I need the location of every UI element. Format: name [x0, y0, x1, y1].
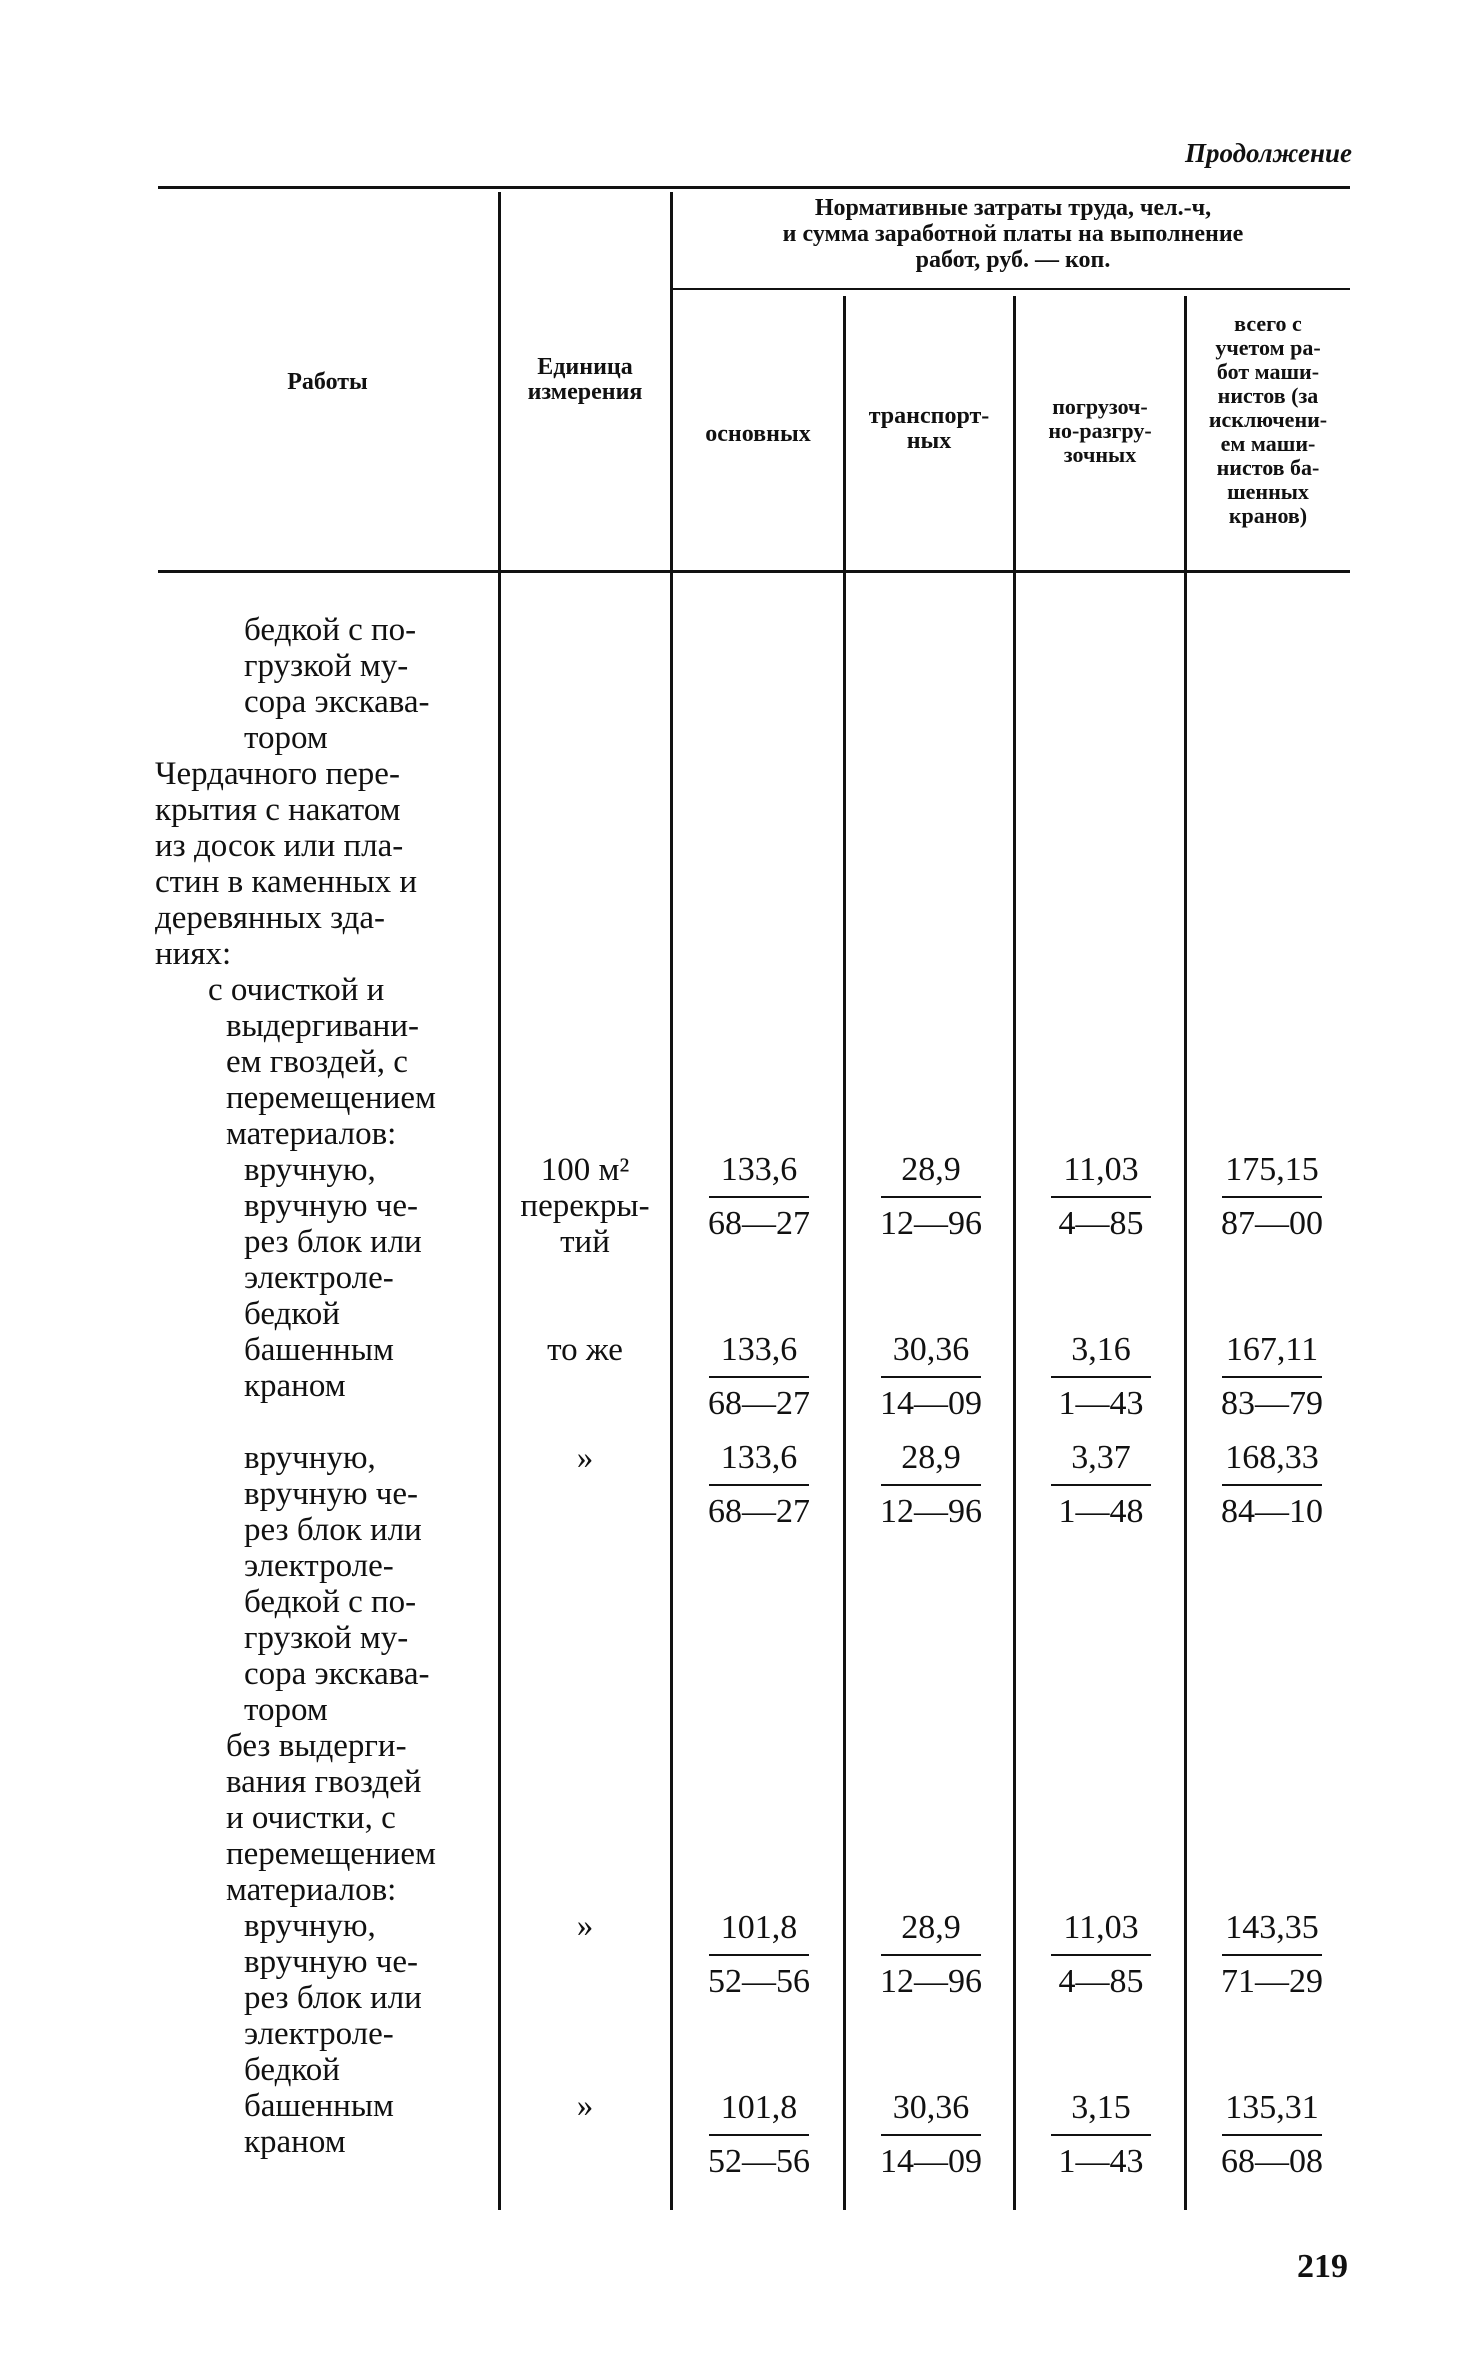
value-total — [1187, 1438, 1357, 1534]
header-loading-line-3: зочных — [1063, 442, 1137, 467]
header-total-line-7: нистов ба- — [1216, 455, 1320, 480]
wage: 52—56 — [708, 1963, 810, 2000]
continuation-label: Продолжение — [1184, 138, 1352, 168]
unit-cell: » — [576, 1440, 594, 1476]
unit-cell: тий — [560, 1224, 610, 1260]
work-line: вручную, — [244, 1908, 376, 1944]
wage: 71—29 — [1221, 1963, 1323, 2000]
fraction-bar — [1222, 2134, 1322, 2136]
header-main: основных — [705, 421, 811, 447]
work-line: бедкой — [244, 1296, 340, 1332]
column-divider-1 — [498, 192, 501, 2210]
work-line: сора экскава- — [244, 1656, 430, 1692]
value-loading — [1016, 1150, 1186, 1246]
work-line: перемещением — [226, 1080, 436, 1116]
value-transport — [846, 1908, 1016, 2004]
header-group-line-3: работ, руб. — коп. — [915, 247, 1111, 273]
work-line: электроле- — [244, 1548, 394, 1584]
wage: 83—79 — [1221, 1385, 1323, 1422]
fraction-bar — [1051, 1376, 1151, 1378]
wage: 4—85 — [1058, 1205, 1144, 1242]
labor-hours: 175,15 — [1225, 1151, 1319, 1188]
fraction-bar — [709, 2134, 809, 2136]
header-unit-line-1: Единица — [537, 354, 633, 380]
value-loading — [1016, 1908, 1186, 2004]
fraction-bar — [1222, 1954, 1322, 1956]
labor-hours: 133,6 — [720, 1331, 798, 1368]
work-line: бедкой с по- — [244, 612, 417, 648]
fraction-bar — [1051, 1954, 1151, 1956]
work-line: материалов: — [226, 1116, 397, 1152]
work-line: сора экскава- — [244, 684, 430, 720]
labor-hours: 11,03 — [1063, 1909, 1139, 1946]
work-line: вручную, — [244, 1440, 376, 1476]
header-loading-line-1: погрузоч- — [1052, 394, 1148, 419]
header-total-line-6: ем маши- — [1220, 431, 1316, 456]
unit-cell: » — [576, 1908, 594, 1944]
work-line: ниях: — [155, 936, 232, 972]
group-header-rule — [673, 288, 1350, 290]
work-line: башенным — [244, 1332, 394, 1368]
page-number: 219 — [1297, 2248, 1348, 2285]
header-unit-line-2: измерения — [527, 379, 643, 405]
labor-hours: 28,9 — [901, 1909, 961, 1946]
wage: 84—10 — [1221, 1493, 1323, 1530]
work-line: электроле- — [244, 2016, 394, 2052]
value-main — [674, 1330, 844, 1426]
fraction-bar — [709, 1196, 809, 1198]
work-line: вручную че- — [244, 1944, 419, 1980]
wage: 68—27 — [708, 1205, 810, 1242]
fraction-bar — [709, 1954, 809, 1956]
wage: 14—09 — [880, 2143, 982, 2180]
labor-hours: 101,8 — [720, 2089, 798, 2126]
work-line: материалов: — [226, 1872, 397, 1908]
value-main — [674, 1150, 844, 1246]
fraction-bar — [1222, 1196, 1322, 1198]
labor-hours: 168,33 — [1225, 1439, 1319, 1476]
labor-hours: 167,11 — [1225, 1331, 1319, 1368]
wage: 68—27 — [708, 1493, 810, 1530]
header-loading-line-2: но-разгру- — [1048, 418, 1152, 443]
fraction-bar — [881, 1376, 981, 1378]
value-total — [1187, 1330, 1357, 1426]
work-line: вручную че- — [244, 1188, 419, 1224]
labor-hours: 30,36 — [892, 1331, 970, 1368]
labor-hours: 11,03 — [1063, 1151, 1139, 1188]
header-total-line-4: нистов (за — [1217, 383, 1319, 408]
fraction-bar — [709, 1376, 809, 1378]
header-total-line-2: учетом ра- — [1215, 335, 1321, 360]
work-line: краном — [244, 2124, 346, 2160]
work-line: перемещением — [226, 1836, 436, 1872]
work-line: стин в каменных и — [155, 864, 418, 900]
work-line: Чердачного пере- — [155, 756, 400, 792]
work-line: вания гвоздей — [226, 1764, 422, 1800]
header-transport-line-2: ных — [906, 428, 952, 454]
value-loading — [1016, 2088, 1186, 2184]
wage: 68—08 — [1221, 2143, 1323, 2180]
unit-cell: 100 м² — [540, 1152, 630, 1188]
work-line: тором — [244, 1692, 328, 1728]
fraction-bar — [1222, 1484, 1322, 1486]
wage: 1—48 — [1058, 1493, 1144, 1530]
fraction-bar — [881, 1954, 981, 1956]
value-main — [674, 1438, 844, 1534]
work-line: рез блок или — [244, 1512, 422, 1548]
work-line: рез блок или — [244, 1224, 422, 1260]
work-line: тором — [244, 720, 328, 756]
value-total — [1187, 1908, 1357, 2004]
unit-cell: перекры- — [520, 1188, 650, 1224]
wage: 1—43 — [1058, 2143, 1144, 2180]
work-line: вручную, — [244, 1152, 376, 1188]
fraction-bar — [1051, 2134, 1151, 2136]
labor-hours: 30,36 — [892, 2089, 970, 2126]
wage: 87—00 — [1221, 1205, 1323, 1242]
labor-hours: 133,6 — [720, 1439, 798, 1476]
labor-hours: 133,6 — [720, 1151, 798, 1188]
value-total — [1187, 1150, 1357, 1246]
value-main — [674, 2088, 844, 2184]
header-total-line-3: бот маши- — [1216, 359, 1320, 384]
labor-hours: 28,9 — [901, 1439, 961, 1476]
wage: 14—09 — [880, 1385, 982, 1422]
fraction-bar — [881, 2134, 981, 2136]
wage: 4—85 — [1058, 1963, 1144, 2000]
wage: 52—56 — [708, 2143, 810, 2180]
fraction-bar — [1222, 1376, 1322, 1378]
header-group-line-2: и сумма заработной платы на выполнение — [782, 221, 1244, 247]
unit-cell: то же — [547, 1332, 623, 1368]
work-line: краном — [244, 1368, 346, 1404]
value-transport — [846, 1330, 1016, 1426]
work-line: бедкой — [244, 2052, 340, 2088]
work-line: и очистки, с — [226, 1800, 396, 1836]
table-top-rule — [158, 186, 1350, 189]
labor-hours: 3,16 — [1071, 1331, 1131, 1368]
header-transport-line-1: транспорт- — [868, 403, 990, 429]
fraction-bar — [881, 1196, 981, 1198]
work-line: деревянных зда- — [155, 900, 386, 936]
work-line: рез блок или — [244, 1980, 422, 2016]
value-transport — [846, 1150, 1016, 1246]
work-line: башенным — [244, 2088, 394, 2124]
work-line: бедкой с по- — [244, 1584, 417, 1620]
value-loading — [1016, 1330, 1186, 1426]
value-transport — [846, 2088, 1016, 2184]
wage: 12—96 — [880, 1963, 982, 2000]
work-line: из досок или пла- — [155, 828, 404, 864]
labor-hours: 143,35 — [1225, 1909, 1319, 1946]
wage: 68—27 — [708, 1385, 810, 1422]
value-total — [1187, 2088, 1357, 2184]
work-line: ем гвоздей, с — [226, 1044, 408, 1080]
work-line: грузкой му- — [244, 1620, 409, 1656]
header-total-line-8: шенных — [1227, 479, 1309, 504]
value-loading — [1016, 1438, 1186, 1534]
fraction-bar — [1051, 1196, 1151, 1198]
labor-hours: 28,9 — [901, 1151, 961, 1188]
header-total-line-9: кранов) — [1228, 503, 1308, 528]
value-main — [674, 1908, 844, 2004]
unit-cell: » — [576, 2088, 594, 2124]
labor-hours: 3,37 — [1071, 1439, 1131, 1476]
header-total-line-1: всего с — [1234, 311, 1302, 336]
work-line: выдергивани- — [226, 1008, 419, 1044]
header-group-line-1: Нормативные затраты труда, чел.-ч, — [814, 195, 1212, 221]
fraction-bar — [709, 1484, 809, 1486]
work-line: крытия с накатом — [155, 792, 401, 828]
fraction-bar — [1051, 1484, 1151, 1486]
header-bottom-rule — [158, 570, 1350, 573]
labor-hours: 101,8 — [720, 1909, 798, 1946]
value-transport — [846, 1438, 1016, 1534]
header-works: Работы — [287, 369, 368, 395]
work-line: без выдерги- — [226, 1728, 407, 1764]
labor-hours: 135,31 — [1225, 2089, 1319, 2126]
wage: 12—96 — [880, 1493, 982, 1530]
wage: 1—43 — [1058, 1385, 1144, 1422]
work-line: грузкой му- — [244, 648, 409, 684]
header-total-line-5: исключени- — [1208, 407, 1328, 432]
wage: 12—96 — [880, 1205, 982, 1242]
column-divider-2 — [670, 192, 673, 2210]
labor-hours: 3,15 — [1071, 2089, 1131, 2126]
fraction-bar — [881, 1484, 981, 1486]
work-line: электроле- — [244, 1260, 394, 1296]
work-line: вручную че- — [244, 1476, 419, 1512]
work-line: с очисткой и — [208, 972, 385, 1008]
